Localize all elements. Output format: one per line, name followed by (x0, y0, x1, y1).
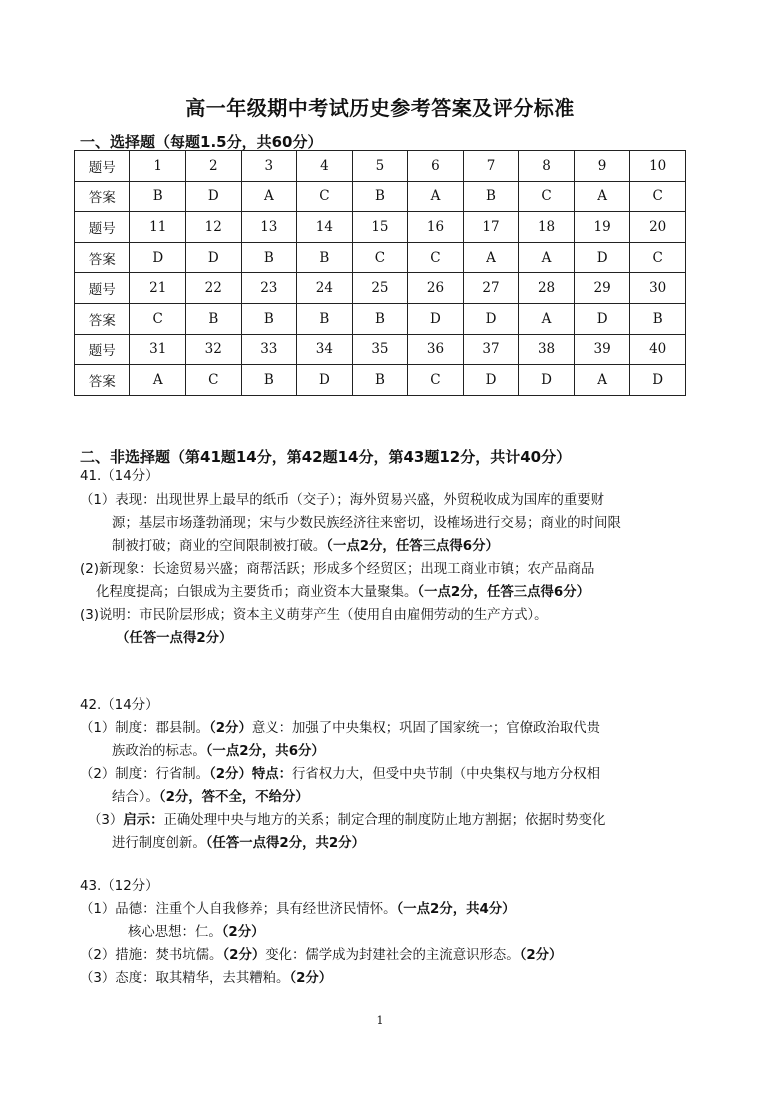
q41-line-7: （任答一点得2分） (116, 631, 233, 646)
answer-cell: B (352, 181, 408, 212)
question-number-cell: 13 (241, 212, 297, 243)
answer-cell: B (297, 303, 353, 334)
row-label-question: 题号 (75, 151, 130, 182)
answer-cell: C (130, 303, 186, 334)
question-number-cell: 22 (186, 273, 242, 304)
row-label-answer: 答案 (75, 242, 130, 273)
answer-cell: C (186, 365, 242, 396)
answer-cell: C (352, 242, 408, 273)
answer-cell: B (130, 181, 186, 212)
answer-row (75, 242, 686, 273)
answer-cell: B (463, 181, 519, 212)
answer-cell: C (630, 242, 686, 273)
answer-cell: B (241, 242, 297, 273)
question-number-cell: 14 (297, 212, 353, 243)
answer-cell: B (630, 303, 686, 334)
section2-heading: 二、非选择题（第41题14分，第42题14分，第43题12分，共计40分） (80, 448, 572, 466)
answer-cell: D (186, 242, 242, 273)
q42-line-5: （3）启示：正确处理中央与地方的关系；制定合理的制度防止地方割据；依据时势变化 (88, 813, 606, 828)
question-number-cell: 31 (130, 334, 186, 365)
answer-cell: A (130, 365, 186, 396)
question-number-cell: 35 (352, 334, 408, 365)
document-title: 高一年级期中考试历史参考答案及评分标准 (185, 96, 575, 120)
answer-table (74, 150, 686, 396)
question-number-cell: 4 (297, 151, 353, 182)
q41-line-3: 制被打破；商业的空间限制被打破。（一点2分，任答三点得6分） (112, 539, 499, 554)
answer-row (75, 365, 686, 396)
question-number-cell: 40 (630, 334, 686, 365)
answer-cell: C (519, 181, 575, 212)
answer-cell: B (352, 303, 408, 334)
question-number-cell: 24 (297, 273, 353, 304)
question-number-cell: 19 (574, 212, 630, 243)
answer-cell: D (130, 242, 186, 273)
q43-line-1: （1）品德：注重个人自我修养；具有经世济民情怀。（一点2分，共4分） (80, 902, 516, 917)
row-label-answer: 答案 (75, 303, 130, 334)
answer-cell: D (519, 365, 575, 396)
q42-line-3: （2）制度：行省制。（2分）特点：行省权力大，但受中央节制（中央集权与地方分权相 (80, 767, 600, 782)
answer-cell: D (408, 303, 464, 334)
question-number-cell: 2 (186, 151, 242, 182)
q41-heading: 41.（14分） (80, 469, 159, 484)
question-number-cell: 32 (186, 334, 242, 365)
q42-line-2: 族政治的标志。（一点2分，共6分） (112, 744, 325, 759)
question-number-row (75, 273, 686, 304)
row-label-answer: 答案 (75, 365, 130, 396)
question-number-cell: 27 (463, 273, 519, 304)
answer-row (75, 303, 686, 334)
answer-cell: C (408, 242, 464, 273)
question-number-cell: 30 (630, 273, 686, 304)
question-number-cell: 26 (408, 273, 464, 304)
answer-cell: B (186, 303, 242, 334)
row-label-question: 题号 (75, 334, 130, 365)
answer-cell: A (463, 242, 519, 273)
answer-cell: A (574, 181, 630, 212)
question-number-cell: 36 (408, 334, 464, 365)
q41-line-2: 源；基层市场蓬勃涌现；宋与少数民族经济往来密切，设榷场进行交易；商业的时间限 (112, 516, 621, 531)
question-number-cell: 38 (519, 334, 575, 365)
question-number-cell: 39 (574, 334, 630, 365)
question-number-cell: 28 (519, 273, 575, 304)
question-number-row (75, 334, 686, 365)
question-number-cell: 10 (630, 151, 686, 182)
answer-cell: A (519, 242, 575, 273)
q43-line-3: （2）措施：焚书坑儒。（2分）变化：儒学成为封建社会的主流意识形态。（2分） (80, 948, 563, 963)
answer-cell: A (241, 181, 297, 212)
q42-line-6: 进行制度创新。（任答一点得2分，共2分） (112, 836, 365, 851)
answer-cell: A (408, 181, 464, 212)
q42-line-1: （1）制度：郡县制。（2分）意义：加强了中央集权；巩固了国家统一；官僚政治取代贵 (80, 721, 600, 736)
answer-cell: D (630, 365, 686, 396)
answer-cell: B (297, 242, 353, 273)
question-number-cell: 1 (130, 151, 186, 182)
q41-line-1: （1）表现：出现世界上最早的纸币（交子）；海外贸易兴盛，外贸税收成为国库的重要财 (80, 493, 605, 508)
section1-heading: 一、选择题（每题1.5分，共60分） (80, 133, 323, 151)
answer-cell: A (574, 365, 630, 396)
row-label-question: 题号 (75, 212, 130, 243)
question-number-cell: 5 (352, 151, 408, 182)
question-number-cell: 9 (574, 151, 630, 182)
answer-cell: B (241, 303, 297, 334)
page-number: 1 (376, 1014, 384, 1027)
question-number-cell: 18 (519, 212, 575, 243)
answer-cell: C (297, 181, 353, 212)
answer-cell: B (241, 365, 297, 396)
question-number-cell: 7 (463, 151, 519, 182)
answer-row (75, 181, 686, 212)
question-number-cell: 21 (130, 273, 186, 304)
q42-line-4: 结合）。（2分，答不全，不给分） (112, 790, 309, 805)
question-number-cell: 16 (408, 212, 464, 243)
answer-cell: D (463, 365, 519, 396)
question-number-cell: 15 (352, 212, 408, 243)
question-number-cell: 29 (574, 273, 630, 304)
question-number-cell: 6 (408, 151, 464, 182)
question-number-row (75, 151, 686, 182)
answer-cell: D (574, 303, 630, 334)
row-label-answer: 答案 (75, 181, 130, 212)
q41-line-5: 化程度提高；白银成为主要货币；商业资本大量聚集。（一点2分，任答三点得6分） (96, 585, 590, 600)
q41-line-6: (3)说明：市民阶层形成；资本主义萌芽产生（使用自由雇佣劳动的生产方式）。 (80, 608, 548, 623)
answer-cell: D (574, 242, 630, 273)
q43-line-2: 核心思想：仁。（2分） (128, 925, 265, 940)
answer-cell: A (519, 303, 575, 334)
question-number-cell: 11 (130, 212, 186, 243)
answer-cell: C (630, 181, 686, 212)
question-number-cell: 33 (241, 334, 297, 365)
question-number-cell: 37 (463, 334, 519, 365)
answer-cell: D (186, 181, 242, 212)
q43-heading: 43.（12分） (80, 879, 159, 894)
question-number-cell: 34 (297, 334, 353, 365)
answer-cell: D (297, 365, 353, 396)
question-number-row (75, 212, 686, 243)
answer-cell: D (463, 303, 519, 334)
question-number-cell: 12 (186, 212, 242, 243)
answer-cell: B (352, 365, 408, 396)
question-number-cell: 8 (519, 151, 575, 182)
q43-line-4: （3）态度：取其精华，去其糟粕。（2分） (80, 971, 333, 986)
q41-line-4: (2)新现象：长途贸易兴盛；商帮活跃；形成多个经贸区；出现工商业市镇；农产品商品 (80, 562, 595, 577)
answer-cell: C (408, 365, 464, 396)
question-number-cell: 25 (352, 273, 408, 304)
question-number-cell: 23 (241, 273, 297, 304)
q42-heading: 42.（14分） (80, 698, 159, 713)
question-number-cell: 17 (463, 212, 519, 243)
question-number-cell: 20 (630, 212, 686, 243)
question-number-cell: 3 (241, 151, 297, 182)
row-label-question: 题号 (75, 273, 130, 304)
